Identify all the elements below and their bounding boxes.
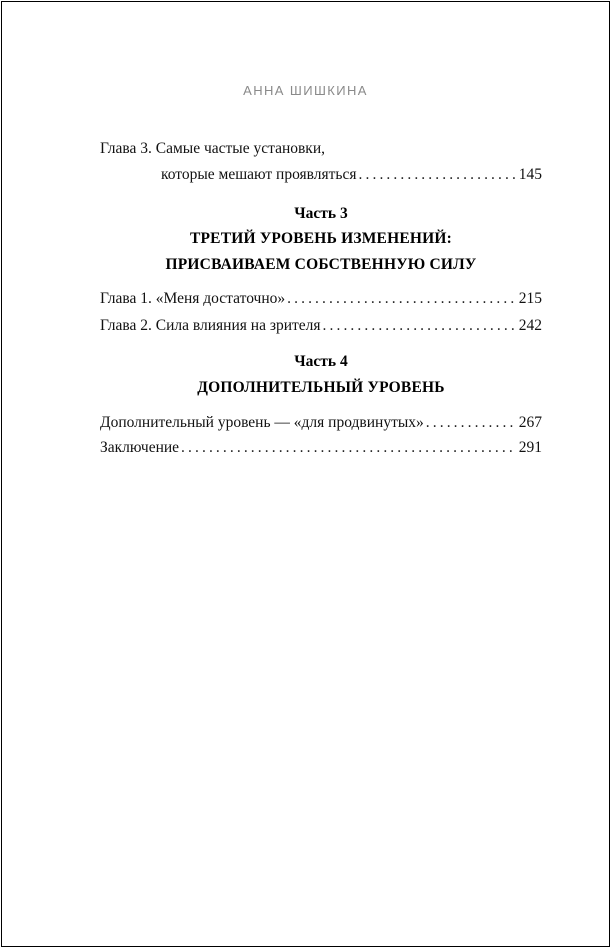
- toc-entry-part-3-chapter-1[interactable]: [100, 289, 542, 309]
- toc-entry-title: Глава 2. Сила влияния на зрителя: [100, 317, 321, 334]
- dot-leader: [287, 289, 516, 309]
- toc-entry-title: которые мешают проявляться: [161, 166, 357, 183]
- part-4-title: ДОПОЛНИТЕЛЬНЫЙ УРОВЕНЬ: [197, 379, 445, 396]
- toc-page-number: 215: [518, 290, 542, 307]
- toc-entry-title: Глава 1. «Меня достаточно»: [100, 290, 286, 307]
- dot-leader: [181, 438, 516, 458]
- book-page: [1, 1, 610, 947]
- part-3-title-line-2: ПРИСВАИВАЕМ СОБСТВЕННУЮ СИЛУ: [165, 256, 477, 273]
- part-3-title-line-1: ТРЕТИЙ УРОВЕНЬ ИЗМЕНЕНИЙ:: [189, 230, 453, 247]
- toc-entry-chapter-3[interactable]: [100, 165, 542, 185]
- toc-page-number: 242: [518, 317, 542, 334]
- toc-entry-title: Заключение: [100, 439, 180, 456]
- part-3-label: Часть 3: [294, 205, 348, 222]
- toc-entry-chapter-3-line-1: [100, 139, 542, 159]
- dot-leader: [426, 413, 516, 433]
- toc-entry-part-3-chapter-2[interactable]: [100, 316, 542, 336]
- dot-leader: [359, 165, 516, 185]
- toc-entry-extra-level[interactable]: [100, 413, 542, 433]
- toc-page-number: 267: [518, 414, 542, 431]
- part-4-label: Часть 4: [294, 353, 348, 370]
- running-head: АННА ШИШКИНА: [243, 83, 368, 98]
- dot-leader: [323, 316, 516, 336]
- toc-page-number: 145: [518, 166, 542, 183]
- toc-entry-title: Дополнительный уровень — «для продвинутых»: [100, 414, 424, 431]
- toc-entry-conclusion[interactable]: [100, 438, 542, 458]
- toc-entry-title: Глава 3. Самые частые установки,: [100, 140, 326, 157]
- toc-page-number: 291: [518, 439, 542, 456]
